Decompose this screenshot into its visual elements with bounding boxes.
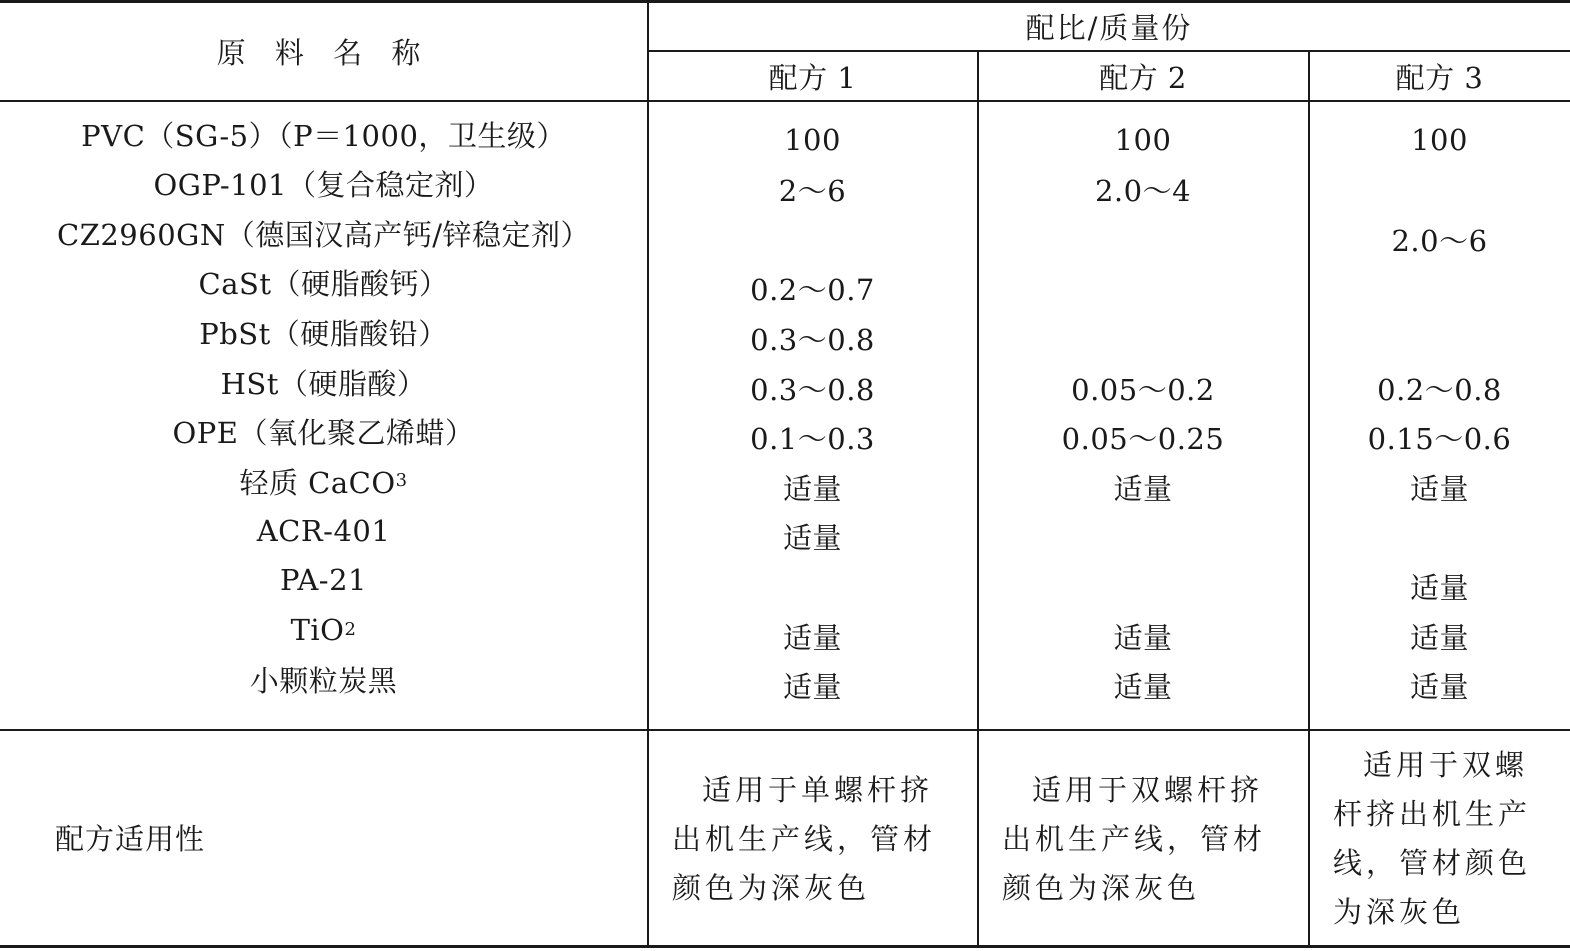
ingredient-name: [0, 509, 647, 553]
formula-1-value-text: 0.3～0.8: [750, 372, 875, 407]
applicability-f3-line: 适用于双螺: [1363, 748, 1529, 782]
formula-3-value: [1309, 465, 1570, 509]
formula-3-value-text: 100: [1411, 123, 1468, 157]
formula-3-value-text: 0.2～0.8: [1377, 372, 1502, 407]
formula-1-value: [648, 515, 977, 559]
formula-3-value: [1309, 366, 1570, 410]
bottom-rule: [0, 945, 1570, 948]
formula-1-value: [648, 416, 977, 460]
formula-2-value-text: 2.0～4: [1094, 174, 1192, 209]
ingredient-name-text: PbSt（硬脂酸铅）: [199, 316, 448, 351]
formula-3-value-text: 适量: [1409, 620, 1469, 655]
applicability-formula-3: [1333, 741, 1563, 937]
formula-2-value-text: 适量: [1113, 471, 1173, 506]
formula-2-value: [978, 267, 1308, 311]
applicability-formula-2: [1002, 766, 1297, 913]
ingredient-name-text: HSt（硬脂酸）: [220, 366, 427, 401]
formula-3-value: [1309, 118, 1570, 162]
formula-3-value: [1309, 564, 1570, 608]
formula-3-value: [1309, 664, 1570, 708]
formula-3-value: [1309, 217, 1570, 261]
ingredient-name-text: CaSt（硬脂酸钙）: [198, 267, 449, 302]
formula-1-value-text: 0.3～0.8: [750, 322, 875, 357]
applicability-f3-line: 为深灰色: [1333, 895, 1466, 929]
ingredient-name-text: OGP-101（复合稳定剂）: [153, 168, 494, 203]
ingredient-name: [0, 112, 647, 156]
formula-2-value-text: 适量: [1113, 670, 1173, 705]
formula-1-value: [648, 168, 977, 212]
ingredient-name: [0, 558, 647, 602]
applicability-f1-line: 适用于单螺杆挤: [702, 773, 934, 807]
formula-3-value: [1309, 168, 1570, 212]
formula-1-value: [648, 267, 977, 311]
formula-3-value-text: 2.0～6: [1391, 223, 1488, 258]
header-formula-1: 配方 1: [768, 60, 857, 95]
formula-3-value: [1309, 614, 1570, 658]
formula-1-value-text: 适量: [782, 670, 842, 705]
formula-1-value: [648, 664, 977, 708]
formula-2-value: [978, 316, 1308, 360]
formula-3-value-text: 适量: [1409, 570, 1469, 605]
ingredient-name: [0, 310, 647, 354]
formula-2-value-text: 适量: [1113, 620, 1173, 655]
formula-1-value-text: 适量: [782, 521, 842, 556]
header-material-name: 原 料 名 称: [216, 36, 431, 70]
formula-3-value: [1309, 267, 1570, 311]
formula-2-value: [978, 416, 1308, 460]
ingredient-name-text: PVC（SG-5）（P＝1000，卫生级）: [81, 118, 566, 153]
formula-1-value: [648, 465, 977, 509]
ingredient-name: [0, 162, 647, 206]
ingredient-name-text: 轻质 CaCO: [239, 465, 396, 500]
applicability-formula-1: [672, 766, 967, 913]
header-formula-2: 配方 2: [1099, 60, 1187, 95]
applicability-label: 配方适用性: [55, 822, 206, 856]
ingredient-name: [0, 261, 647, 305]
ingredient-name: [0, 410, 647, 454]
formula-2-value: [978, 366, 1308, 410]
formula-2-value: [978, 217, 1308, 261]
formula-1-value-text: 适量: [782, 620, 842, 655]
formula-1-value-text: 0.1～0.3: [750, 422, 875, 457]
formula-2-value: [978, 515, 1308, 559]
formula-1-value: [648, 564, 977, 608]
formula-1-value-text: 100: [784, 123, 841, 157]
applicability-f1-line: 出机生产线，管材: [672, 822, 937, 856]
header-formula-3: 配方 3: [1395, 60, 1484, 95]
formula-3-value-text: 0.15～0.6: [1367, 422, 1512, 457]
formula-2-value: [978, 614, 1308, 658]
formula-2-value: [978, 664, 1308, 708]
formula-1-value: [648, 316, 977, 360]
formula-2-value: [978, 118, 1308, 162]
ingredient-name: [0, 360, 647, 404]
ingredient-name: 轻质 CaCO 3: [0, 459, 647, 503]
formula-3-value: [1309, 515, 1570, 559]
ingredient-name-text: CZ2960GN（德国汉高产钙/锌稳定剂）: [57, 217, 590, 252]
formula-1-value: [648, 217, 977, 261]
formula-1-value-text: 2～6: [778, 174, 847, 209]
formula-2-value-text: 0.05～0.25: [1061, 422, 1225, 457]
ingredient-name-text: 小颗粒炭黑: [249, 664, 398, 699]
applicability-f3-line: 线，管材颜色: [1333, 846, 1532, 880]
applicability-f2-line: 适用于双螺杆挤: [1032, 773, 1264, 807]
ingredient-name-text: TiO: [290, 613, 345, 647]
formula-3-value: [1309, 416, 1570, 460]
formula-1-value: [648, 614, 977, 658]
formula-2-value: [978, 564, 1308, 608]
formula-3-value-text: 适量: [1409, 471, 1469, 506]
ingredient-name-text: ACR-401: [256, 513, 391, 548]
formula-1-value-text: 适量: [782, 471, 842, 506]
formula-1-value: [648, 366, 977, 410]
applicability-f2-line: 颜色为深灰色: [1002, 871, 1201, 905]
formula-1-value-text: 0.2～0.7: [750, 273, 875, 308]
applicability-f1-line: 颜色为深灰色: [672, 871, 871, 905]
formula-2-value: [978, 168, 1308, 212]
ingredient-name: TiO 2: [290, 613, 357, 647]
ingredient-name: [0, 211, 647, 255]
applicability-f3-line: 杆挤出机生产: [1333, 797, 1532, 831]
ingredient-name: [0, 658, 647, 702]
formula-2-value-text: 100: [1114, 123, 1172, 157]
ingredient-name-text: PA-21: [280, 563, 367, 598]
formula-1-value: [648, 118, 977, 162]
applicability-f2-line: 出机生产线，管材: [1002, 822, 1267, 856]
formula-3-value: [1309, 316, 1570, 360]
formula-2-value-text: 0.05～0.2: [1071, 372, 1215, 407]
header-ratio-group: 配比/质量份: [1025, 11, 1193, 45]
formula-2-value: [978, 465, 1308, 509]
formula-3-value-text: 适量: [1409, 670, 1469, 705]
header-bottom-rule: [0, 100, 1570, 102]
ingredient-name-text: OPE（氧化聚乙烯蜡）: [172, 416, 475, 451]
